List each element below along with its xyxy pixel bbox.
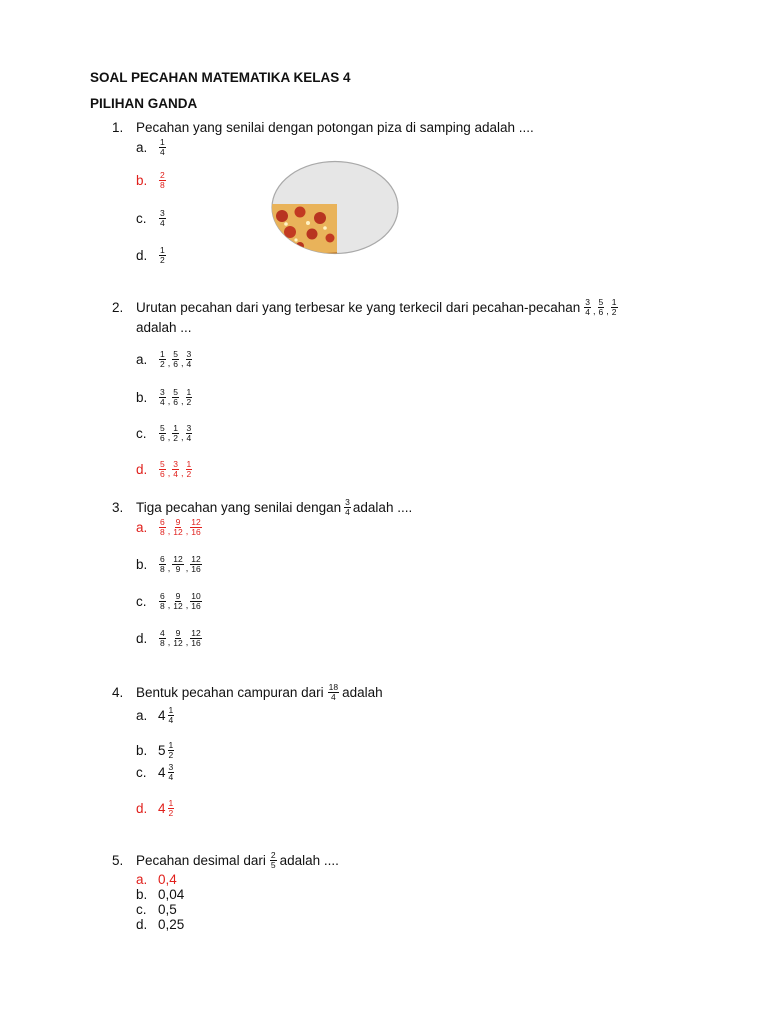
question-text-end: adalah <box>342 685 383 700</box>
q2-option-b[interactable] <box>136 388 193 407</box>
comma-separator: , <box>185 636 189 647</box>
q5-option-b[interactable] <box>136 887 184 902</box>
option-label: c. <box>136 902 147 917</box>
comma-separator: , <box>185 525 189 536</box>
option-label: b. <box>136 173 148 188</box>
option-value: 0,04 <box>158 887 185 902</box>
fraction: $\frac{6}{8}$ <box>160 517 165 537</box>
q5-option-d[interactable] <box>136 917 184 932</box>
option-label: a. <box>136 520 148 535</box>
mixed-number: 4 $\frac{1}{4}$ <box>158 705 174 725</box>
mixed-number: 4 $\frac{3}{4}$ <box>158 762 174 782</box>
option-label: d. <box>136 462 148 477</box>
q3-option-a[interactable] <box>136 518 203 537</box>
fraction: $\frac{12}{9}$ <box>173 554 183 574</box>
option-label: a. <box>136 708 148 723</box>
comma-separator: , <box>167 431 171 442</box>
option-label: d. <box>136 917 148 932</box>
fraction: $\frac{5}{6}$ <box>173 349 178 369</box>
option-value: 0,5 <box>158 902 177 917</box>
q3-option-b[interactable] <box>136 555 203 574</box>
comma-separator: , <box>180 467 184 478</box>
comma-separator: , <box>167 599 171 610</box>
comma-separator: , <box>606 305 609 316</box>
fraction: $\frac{1}{2}$ <box>168 798 174 818</box>
comma-separator: , <box>167 357 171 368</box>
question-number: 3. <box>112 500 124 515</box>
option-label: b. <box>136 743 148 758</box>
question-fractions <box>583 298 618 317</box>
question-2-continued: adalah ... <box>136 320 192 335</box>
fraction: $\frac{1}{2}$ <box>611 297 617 317</box>
comma-separator: , <box>167 636 171 647</box>
question-fraction: $\frac{18}{4}$ <box>328 682 339 702</box>
question-number: 4. <box>112 685 124 700</box>
question-1 <box>112 120 534 135</box>
comma-separator: , <box>185 562 189 573</box>
option-label: c. <box>136 211 147 226</box>
q5-option-a[interactable] <box>136 872 177 887</box>
comma-separator: , <box>180 395 184 406</box>
q4-option-c[interactable] <box>136 763 175 782</box>
option-label: d. <box>136 801 148 816</box>
q2-option-a[interactable] <box>136 350 193 369</box>
fraction: $\frac{1}{4}$ <box>160 137 165 157</box>
option-label: b. <box>136 557 148 572</box>
option-value: 0,25 <box>158 917 185 932</box>
question-fraction: $\frac{3}{4}$ <box>345 497 350 517</box>
comma-separator: , <box>180 357 184 368</box>
option-label: a. <box>136 352 148 367</box>
fraction: $\frac{3}{4}$ <box>173 459 178 479</box>
option-label: a. <box>136 872 148 887</box>
q1-option-a[interactable] <box>136 138 167 157</box>
option-label: d. <box>136 631 148 646</box>
fraction: $\frac{3}{4}$ <box>168 762 174 782</box>
question-number: 2. <box>112 300 124 315</box>
fraction: $\frac{3}{4}$ <box>186 349 192 369</box>
fraction: $\frac{9}{12}$ <box>173 591 183 611</box>
fraction: $\frac{5}{6}$ <box>173 387 178 407</box>
question-text-end: adalah .... <box>279 853 339 868</box>
fraction: $\frac{10}{16}$ <box>191 591 201 611</box>
fraction: $\frac{3}{4}$ <box>585 297 591 317</box>
comma-separator: , <box>167 395 171 406</box>
fraction: $\frac{4}{8}$ <box>160 628 165 648</box>
option-label: a. <box>136 140 148 155</box>
option-label: c. <box>136 426 147 441</box>
q4-option-a[interactable] <box>136 706 175 725</box>
question-text: Tiga pecahan yang senilai dengan <box>136 500 342 515</box>
fraction: $\frac{9}{12}$ <box>173 517 183 537</box>
fraction: $\frac{1}{4}$ <box>168 705 174 725</box>
fraction: $\frac{12}{16}$ <box>191 517 201 537</box>
q2-option-c[interactable] <box>136 424 193 443</box>
q2-option-d[interactable] <box>136 460 193 479</box>
fraction: $\frac{2}{8}$ <box>160 170 165 190</box>
fraction: $\frac{6}{8}$ <box>160 591 165 611</box>
comma-separator: , <box>167 562 171 573</box>
fraction: $\frac{6}{8}$ <box>160 554 165 574</box>
q3-option-d[interactable] <box>136 629 203 648</box>
question-text: Pecahan desimal dari <box>136 853 266 868</box>
document-title: SOAL PECAHAN MATEMATIKA KELAS 4 <box>90 70 351 85</box>
comma-separator: , <box>593 305 596 316</box>
fraction: $\frac{1}{2}$ <box>173 423 178 443</box>
option-label: c. <box>136 594 147 609</box>
q4-option-d[interactable] <box>136 799 175 818</box>
question-text-end: adalah .... <box>352 500 413 515</box>
option-label: b. <box>136 390 148 405</box>
fraction: $\frac{1}{2}$ <box>160 245 165 265</box>
fraction: $\frac{1}{2}$ <box>186 387 192 407</box>
fraction: $\frac{12}{16}$ <box>191 628 201 648</box>
fraction: $\frac{9}{12}$ <box>173 628 183 648</box>
fraction: $\frac{3}{4}$ <box>160 387 165 407</box>
question-text: Bentuk pecahan campuran dari <box>136 685 324 700</box>
question-4 <box>112 683 383 702</box>
option-label: b. <box>136 887 148 902</box>
question-text: Urutan pecahan dari yang terbesar ke yang terkecil dari pecahan-pecahan <box>136 300 581 315</box>
q4-option-b[interactable] <box>136 741 175 760</box>
fraction: $\frac{1}{2}$ <box>160 349 165 369</box>
fraction: $\frac{1}{2}$ <box>168 740 174 760</box>
comma-separator: , <box>167 525 171 536</box>
option-value: 0,4 <box>158 872 177 887</box>
question-fraction: $\frac{2}{5}$ <box>270 850 276 870</box>
question-2 <box>112 298 619 317</box>
pizza-image <box>270 160 400 255</box>
comma-separator: , <box>185 599 189 610</box>
q3-option-c[interactable] <box>136 592 203 611</box>
option-label: c. <box>136 765 147 780</box>
question-text: Pecahan yang senilai dengan potongan piza di samping adalah .... <box>136 120 534 135</box>
q1-option-d[interactable] <box>136 246 167 265</box>
option-label: d. <box>136 248 148 263</box>
question-5 <box>112 851 339 870</box>
q1-option-c[interactable] <box>136 209 167 228</box>
comma-separator: , <box>167 467 171 478</box>
fraction: $\frac{12}{16}$ <box>191 554 201 574</box>
comma-separator: , <box>180 431 184 442</box>
question-3 <box>112 498 412 517</box>
mixed-number: 5 $\frac{1}{2}$ <box>158 740 174 760</box>
fraction: $\frac{3}{4}$ <box>160 208 165 228</box>
q5-option-c[interactable] <box>136 902 177 917</box>
fraction: $\frac{1}{2}$ <box>186 459 192 479</box>
question-number: 5. <box>112 853 124 868</box>
mixed-number: 4 $\frac{1}{2}$ <box>158 798 174 818</box>
fraction: $\frac{5}{6}$ <box>160 459 165 479</box>
fraction: $\frac{5}{6}$ <box>160 423 165 443</box>
question-number: 1. <box>112 120 124 135</box>
fraction: $\frac{3}{4}$ <box>186 423 192 443</box>
fraction: $\frac{5}{6}$ <box>598 297 604 317</box>
section-heading: PILIHAN GANDA <box>90 96 198 111</box>
q1-option-b[interactable] <box>136 171 167 190</box>
